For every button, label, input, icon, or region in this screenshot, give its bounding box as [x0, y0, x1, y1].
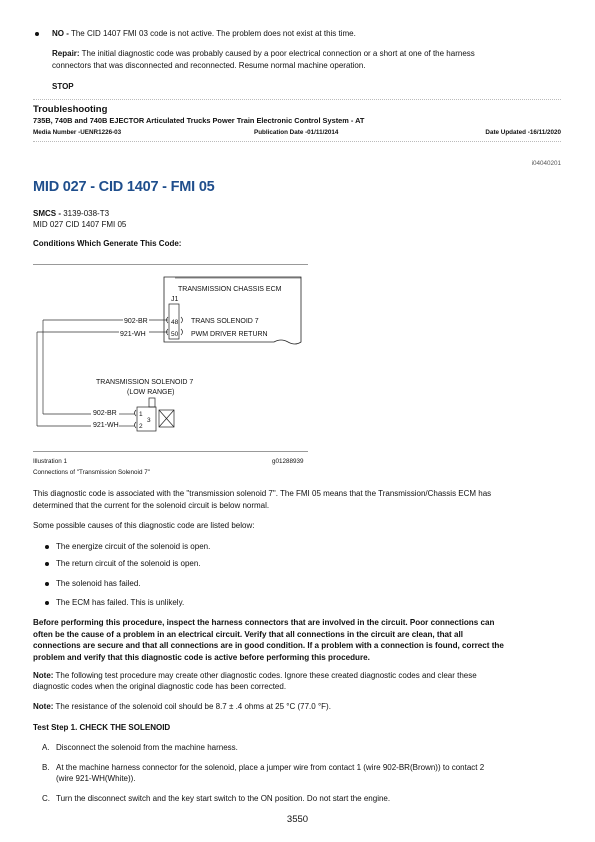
pin-mark [181, 329, 183, 335]
ecm-label: TRANSMISSION CHASSIS ECM [178, 286, 282, 293]
pin-mark [135, 422, 137, 428]
warning-paragraph: Before performing this procedure, inspect the harness connectors that are involved in the circuit. Poor connections can often be the cause of a problem in an electrical circuit. Verify that all connections in the circuit are clean, that all connections are secure and that all connections are in good condition. If a problem with a connection is found, correct the problem and verify that this diagnostic code is active before performing this procedure. [33, 618, 504, 662]
step-letter: A. [42, 743, 50, 752]
publication-date: Publication Date -01/11/2014 [254, 129, 339, 136]
cause-item: The return circuit of the solenoid is open. [56, 559, 201, 568]
note-line: Note: The resistance of the solenoid coil should be 8.7 ± .4 ohms at 25 °C (77.0 °F). [33, 702, 331, 711]
test-step-heading: Test Step 1. CHECK THE SOLENOID [33, 723, 171, 732]
signal-trans-solenoid-7: TRANS SOLENOID 7 [191, 318, 259, 325]
repair-label: Repair: [52, 49, 80, 58]
step-letter: C. [42, 794, 50, 803]
document-subtitle: 735B, 740B and 740B EJECTOR Articulated Trucks Power Train Electronic Control System - AT [33, 116, 365, 125]
no-label: NO - [52, 29, 69, 38]
document-id: i04040201 [531, 160, 561, 167]
step-text: At the machine harness connector for the solenoid, place a jumper wire from contact 1 (wire 902-BR(Brown)) to contact 2 [56, 763, 485, 772]
wire-label-921-wh-solenoid: 921-WH [93, 422, 119, 429]
bullet [35, 32, 39, 36]
page-title: MID 027 - CID 1407 - FMI 05 [33, 179, 215, 195]
page-number: 3550 [286, 814, 309, 825]
smcs-line [33, 208, 109, 219]
wire-label-902-br-solenoid: 902-BR [93, 410, 117, 417]
cause-item: The solenoid has failed. [56, 579, 141, 588]
bullet [45, 562, 49, 566]
media-number: Media Number -UENR1226-03 [33, 129, 122, 136]
wire-label-902-br: 902-BR [124, 318, 148, 325]
smcs-label: SMCS - [33, 209, 61, 218]
pin-48: 48 [171, 319, 179, 326]
divider [33, 99, 561, 100]
solenoid-range-label: (LOW RANGE) [127, 389, 175, 396]
pin-mark [135, 410, 137, 416]
note-line: diagnostic codes when the original diagnostic code has been corrected. [33, 682, 287, 691]
note-label: Note: [33, 671, 54, 680]
wiring-diagram [33, 270, 313, 450]
solenoid-pin-3: 3 [147, 417, 151, 424]
section-title: Troubleshooting [33, 104, 108, 115]
smcs-code: 3139-038-T3 [63, 209, 110, 218]
step-text: Turn the disconnect switch and the key start switch to the ON position. Do not start the engine. [56, 794, 391, 803]
figure-top-rule [33, 264, 308, 265]
paragraph-line: Some possible causes of this diagnostic code are listed below: [33, 521, 255, 530]
signal-pwm-driver-return: PWM DRIVER RETURN [191, 331, 268, 338]
note-line: Note: The following test procedure may create other diagnostic codes. Ignore these created diagnostic codes and clear these [33, 671, 477, 680]
note-label: Note: [33, 702, 54, 711]
wire-label-921-wh: 921-WH [120, 331, 146, 338]
step-text: (wire 921-WH(White)). [56, 774, 136, 783]
step-letter: B. [42, 763, 50, 772]
divider [33, 141, 561, 142]
pin-mark [181, 317, 183, 323]
figure-bottom-rule [33, 451, 308, 452]
step-text: Disconnect the solenoid from the machine harness. [56, 743, 238, 752]
pin-50: 50 [171, 331, 179, 338]
bullet [45, 582, 49, 586]
bullet [45, 545, 49, 549]
smcs-line-2: MID 027 CID 1407 FMI 05 [33, 220, 127, 229]
illustration-caption: Connections of "Transmission Solenoid 7" [33, 469, 150, 476]
cause-item: The energize circuit of the solenoid is open. [56, 542, 211, 551]
solenoid-stem [149, 398, 155, 407]
paragraph-line: This diagnostic code is associated with the "transmission solenoid 7". The FMI 05 means that the Transmission/Chassis ECM has [33, 489, 492, 498]
illustration-id: g01288939 [272, 458, 304, 465]
paragraph-line: determined that the current for the solenoid circuit is below normal. [33, 501, 270, 510]
repair-line-1: Repair: The initial diagnostic code was probably caused by a poor electrical connection or a short at one of the harness [52, 49, 475, 58]
repair-line-2: connectors that was disconnected and reconnected. Resume normal machine operation. [52, 61, 366, 70]
no-text: The CID 1407 FMI 03 code is not active. The problem does not exist at this time. [70, 29, 356, 38]
solenoid-pin-2: 2 [139, 423, 143, 430]
cause-item: The ECM has failed. This is unlikely. [56, 598, 185, 607]
solenoid-pin-1: 1 [139, 411, 143, 418]
j1-label: J1 [171, 296, 179, 303]
stop-label: STOP [52, 82, 74, 91]
solenoid-label: TRANSMISSION SOLENOID 7 [96, 379, 194, 386]
illustration-label: Illustration 1 [33, 458, 67, 465]
date-updated: Date Updated -16/11/2020 [485, 129, 561, 136]
no-line [52, 28, 356, 39]
bullet [45, 601, 49, 605]
conditions-heading: Conditions Which Generate This Code: [33, 239, 182, 248]
